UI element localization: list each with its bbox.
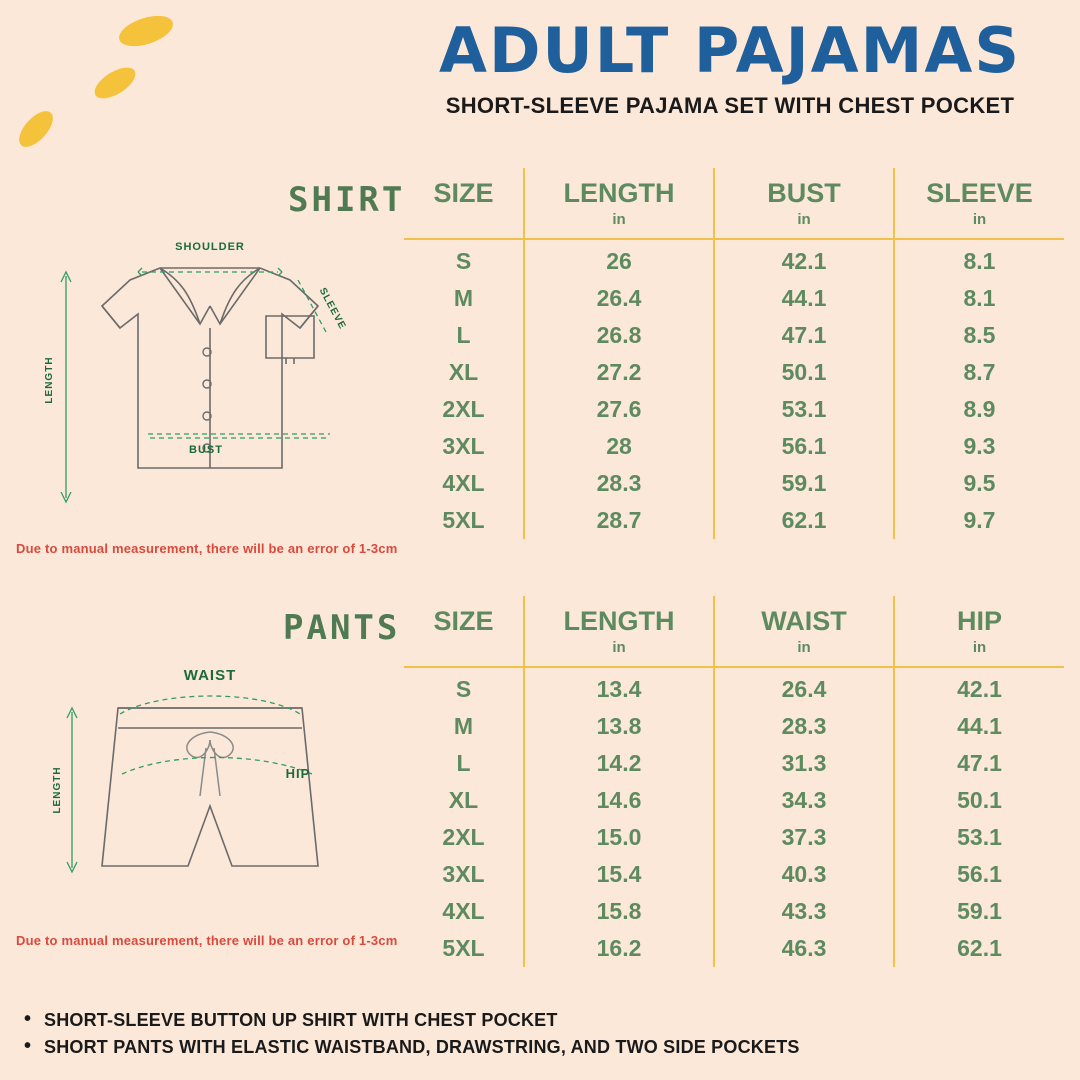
table-row (404, 280, 1064, 317)
svg-text:BUST: BUST (189, 444, 223, 456)
cell-length: 13.4 (524, 667, 714, 708)
cell-length: 27.6 (524, 391, 714, 428)
column-header-size: SIZE (404, 168, 524, 209)
table-unit-row (404, 209, 1064, 239)
cell-hip: 42.1 (894, 667, 1064, 708)
cell-size: M (404, 708, 524, 745)
cell-hip: 47.1 (957, 750, 1002, 776)
cell-sleeve: 8.7 (963, 359, 996, 385)
unit-hip: in (972, 639, 987, 656)
cell-length: 15.8 (524, 893, 714, 930)
column-header-bust: BUST (714, 168, 894, 209)
cell-size: XL (404, 354, 524, 391)
cell-length: 26.8 (524, 317, 714, 354)
cell-waist: 46.3 (714, 930, 894, 967)
table-row (404, 856, 1064, 893)
column-header-length: LENGTH (524, 596, 714, 637)
cell-size: 4XL (404, 465, 524, 502)
cell-length: 14.2 (524, 745, 714, 782)
cell-size: 5XL (404, 930, 524, 967)
column-header-hip: HIP (956, 606, 1002, 636)
table-row (404, 354, 1064, 391)
cell-length: 28 (524, 428, 714, 465)
cell-length: 27.2 (524, 354, 714, 391)
cell-sleeve: 8.1 (894, 239, 1064, 280)
cell-size: 2XL (404, 819, 524, 856)
table-row (404, 930, 1064, 967)
table-header-row (404, 596, 1064, 637)
table-row (404, 391, 1064, 428)
cell-size: L (404, 317, 524, 354)
cell-length: 15.0 (524, 819, 714, 856)
shirt-diagram (30, 228, 390, 528)
cell-size: L (404, 745, 524, 782)
cell-size: XL (404, 782, 524, 819)
cell-bust: 56.1 (714, 428, 894, 465)
cell-size: 3XL (404, 856, 524, 893)
cell-bust: 47.1 (714, 317, 894, 354)
unit-length: in (524, 637, 714, 667)
cell-sleeve: 8.9 (963, 396, 996, 422)
unit-waist: in (714, 637, 894, 667)
table-row (404, 317, 1064, 354)
cell-waist: 28.3 (714, 708, 894, 745)
svg-text:WAIST: WAIST (183, 667, 237, 684)
svg-text:LENGTH: LENGTH (52, 766, 63, 814)
cell-length: 16.2 (524, 930, 714, 967)
cell-sleeve: 9.5 (963, 470, 996, 496)
column-header-length: LENGTH (524, 168, 714, 209)
cell-hip: 44.1 (957, 713, 1002, 739)
table-header-row (404, 168, 1064, 209)
shirt-measurement-note: Due to manual measurement, there will be an error of 1-3cm (16, 541, 398, 556)
shirt-size-table (404, 168, 1064, 539)
cell-size: 3XL (404, 428, 524, 465)
cell-size: M (404, 280, 524, 317)
cell-length: 13.8 (524, 708, 714, 745)
cell-size: 2XL (404, 391, 524, 428)
column-header-size: SIZE (404, 596, 524, 637)
table-row (404, 428, 1064, 465)
confetti-shape (90, 61, 141, 104)
table-row (404, 745, 1064, 782)
table-row (404, 819, 1064, 856)
svg-text:SLEEVE: SLEEVE (316, 286, 348, 332)
cell-sleeve: 9.7 (963, 507, 996, 533)
cell-size: S (404, 239, 524, 280)
table-row (404, 708, 1064, 745)
unit-size (404, 637, 524, 667)
cell-bust: 42.1 (714, 239, 894, 280)
cell-waist: 37.3 (714, 819, 894, 856)
cell-size: 5XL (404, 502, 524, 539)
svg-text:LENGTH: LENGTH (44, 356, 55, 404)
cell-length: 28.7 (524, 502, 714, 539)
column-header-sleeve: SLEEVE (926, 178, 1033, 208)
svg-text:HIP: HIP (285, 766, 311, 781)
cell-length: 28.3 (524, 465, 714, 502)
pants-section-label: PANTS (283, 608, 401, 648)
cell-bust: 53.1 (714, 391, 894, 428)
table-row (404, 667, 1064, 708)
feature-list (22, 1010, 1062, 1064)
column-header-waist: WAIST (714, 596, 894, 637)
cell-size: S (404, 667, 524, 708)
cell-waist: 26.4 (714, 667, 894, 708)
cell-length: 26.4 (524, 280, 714, 317)
cell-waist: 34.3 (714, 782, 894, 819)
list-item: • SHORT-SLEEVE BUTTON UP SHIRT WITH CHEST POCKET (22, 1010, 1062, 1031)
cell-bust: 50.1 (714, 354, 894, 391)
pants-diagram (30, 656, 390, 926)
svg-text:SHOULDER: SHOULDER (175, 241, 245, 253)
cell-sleeve: 8.5 (963, 322, 996, 348)
unit-bust: in (714, 209, 894, 239)
confetti-shape (115, 10, 176, 52)
unit-length: in (524, 209, 714, 239)
cell-bust: 59.1 (714, 465, 894, 502)
cell-hip: 50.1 (957, 787, 1002, 813)
cell-hip: 56.1 (957, 861, 1002, 887)
cell-bust: 44.1 (714, 280, 894, 317)
unit-size (404, 209, 524, 239)
table-row (404, 239, 1064, 280)
table-row (404, 782, 1064, 819)
cell-sleeve: 9.3 (963, 433, 996, 459)
cell-length: 14.6 (524, 782, 714, 819)
table-row (404, 893, 1064, 930)
cell-waist: 40.3 (714, 856, 894, 893)
shirt-section-label: SHIRT (288, 180, 406, 220)
cell-hip: 62.1 (957, 935, 1002, 961)
cell-hip: 53.1 (957, 824, 1002, 850)
confetti-shape (13, 105, 59, 152)
cell-bust: 62.1 (714, 502, 894, 539)
cell-sleeve: 8.1 (963, 285, 996, 311)
cell-waist: 31.3 (714, 745, 894, 782)
cell-length: 26 (524, 239, 714, 280)
list-item: • SHORT PANTS WITH ELASTIC WAISTBAND, DRAWSTRING, AND TWO SIDE POCKETS (22, 1037, 1062, 1058)
unit-sleeve: in (972, 211, 987, 228)
table-unit-row (404, 637, 1064, 667)
cell-waist: 43.3 (714, 893, 894, 930)
cell-length: 15.4 (524, 856, 714, 893)
page-title: ADULT PAJAMAS (438, 14, 1022, 87)
table-row (404, 502, 1064, 539)
cell-size: 4XL (404, 893, 524, 930)
pants-measurement-note: Due to manual measurement, there will be an error of 1-3cm (16, 933, 398, 948)
cell-hip: 59.1 (957, 898, 1002, 924)
table-row (404, 465, 1064, 502)
pants-size-table (404, 596, 1064, 967)
header (400, 14, 1060, 119)
page-subtitle: SHORT-SLEEVE PAJAMA SET WITH CHEST POCKET (445, 93, 1015, 119)
